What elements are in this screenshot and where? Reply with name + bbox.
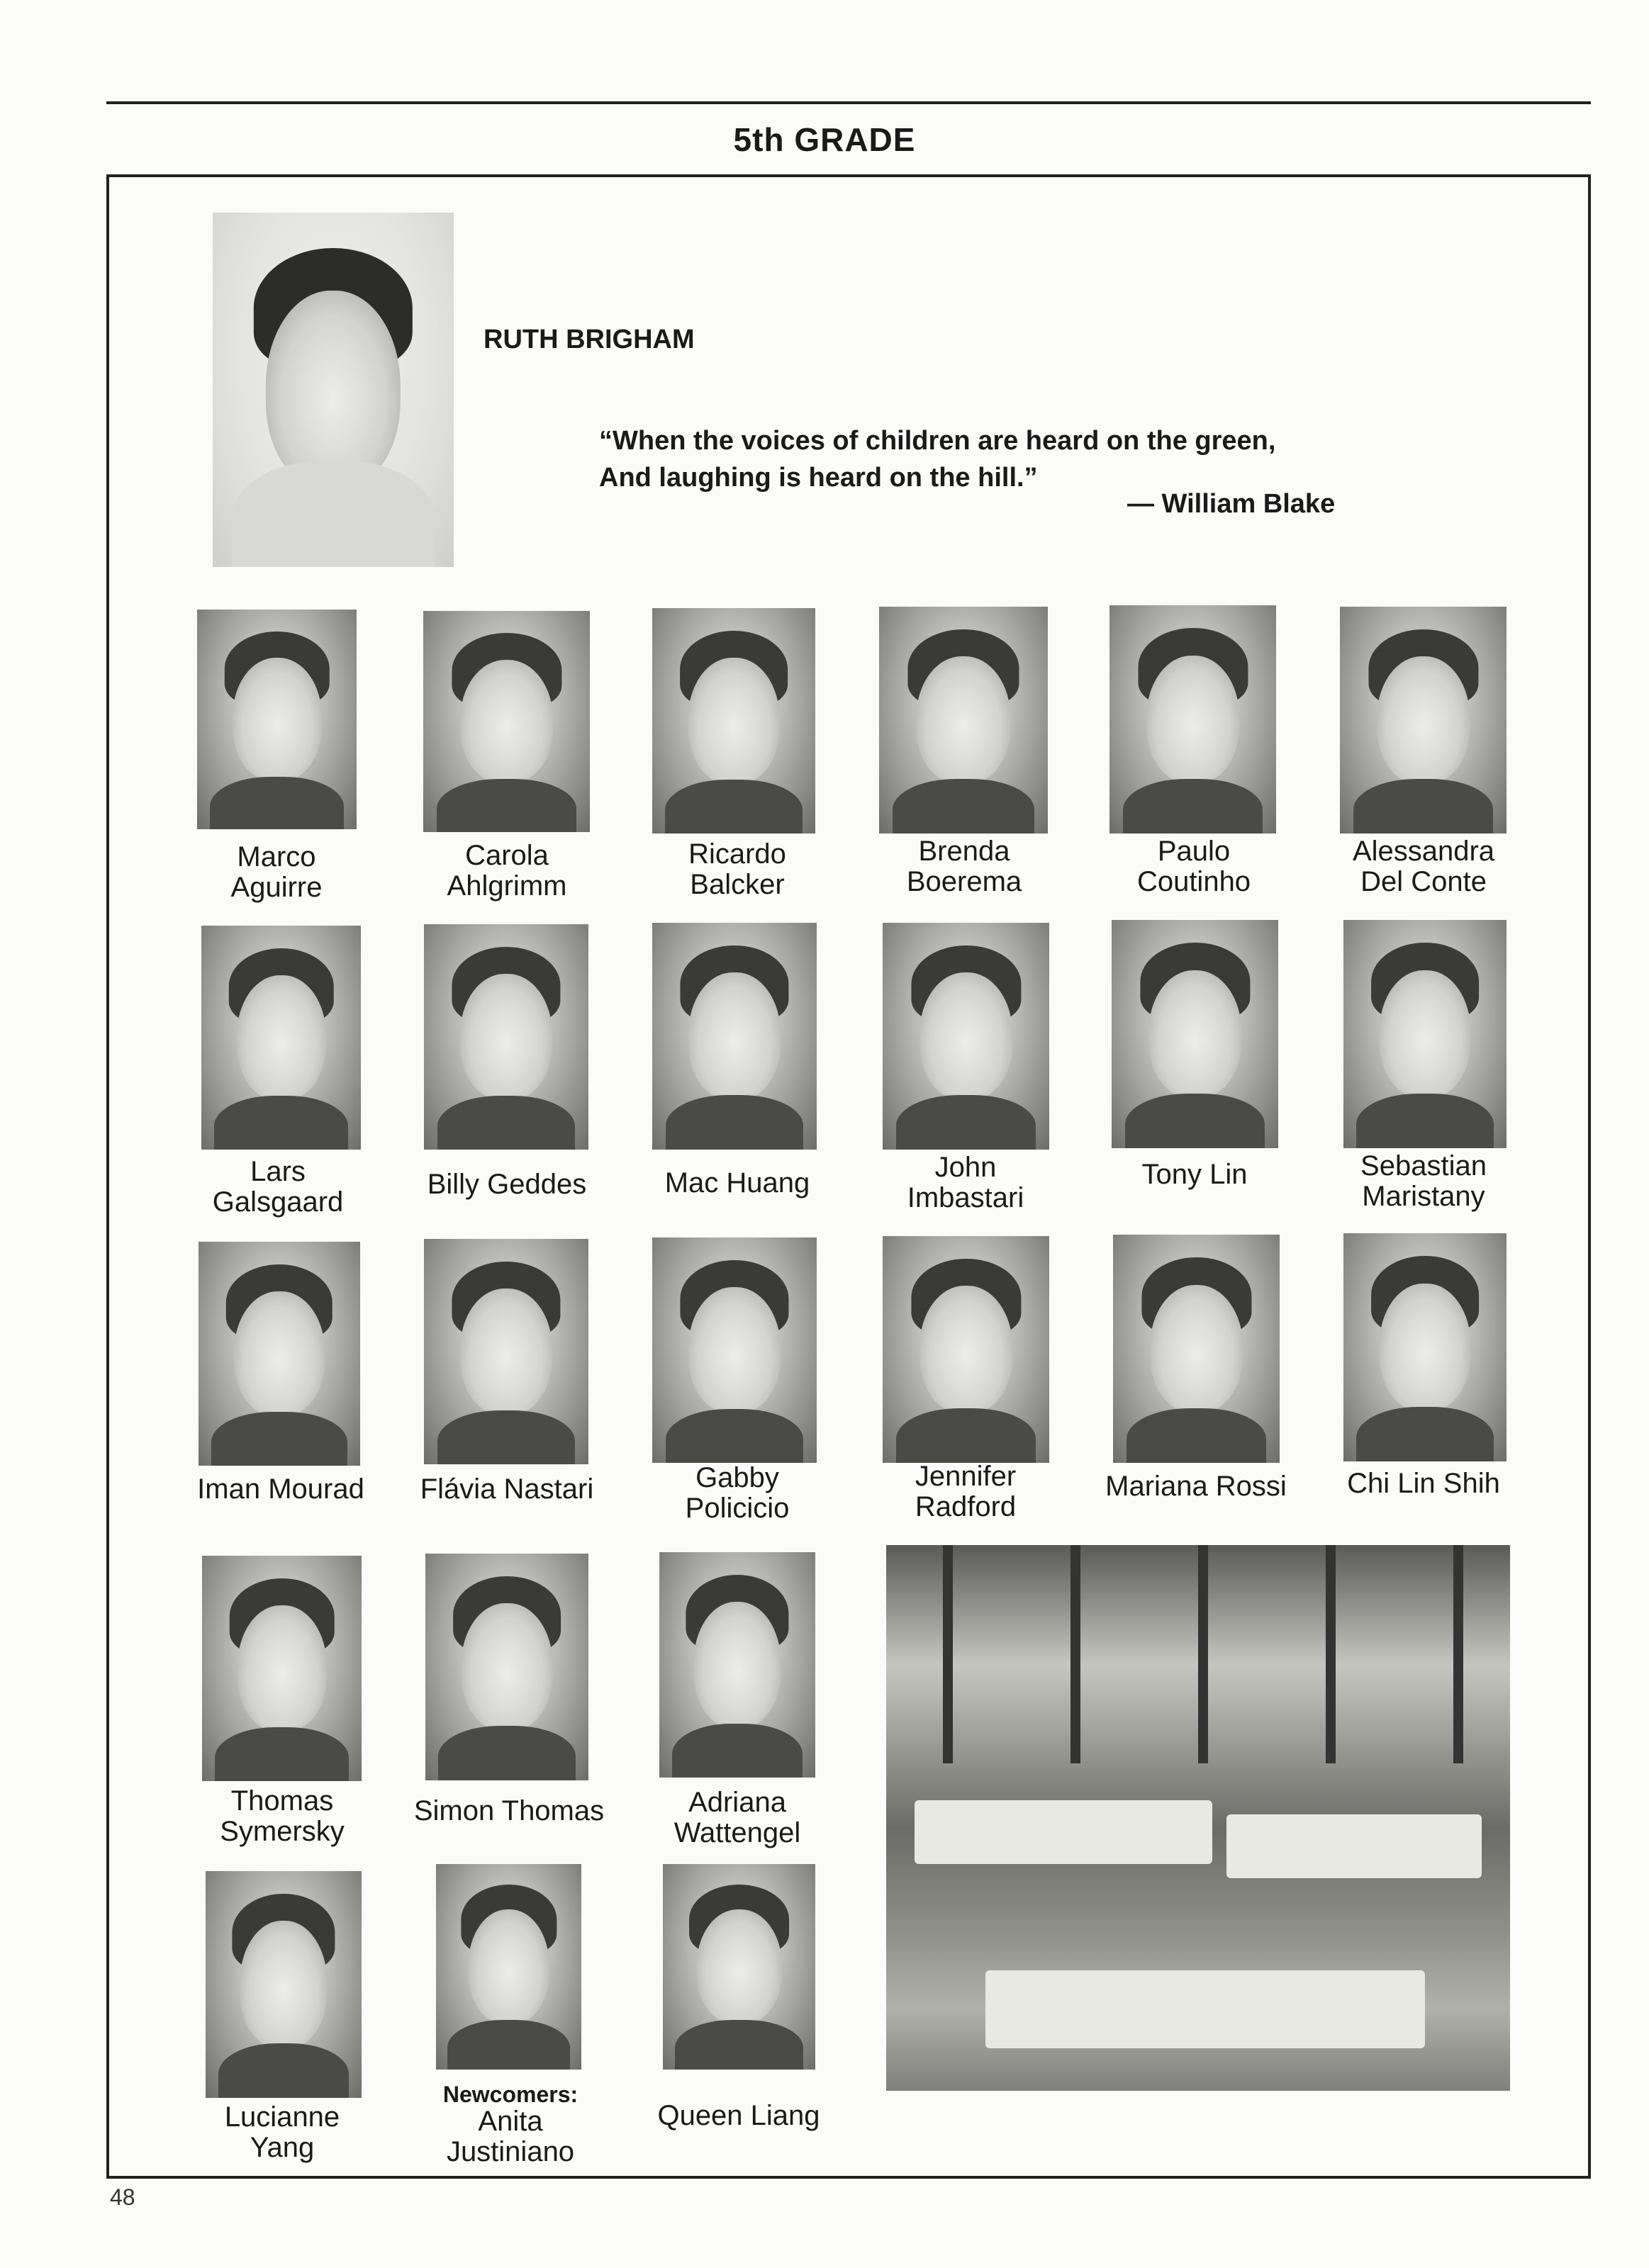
student-name: Newcomers: Anita Justiniano — [397, 2082, 624, 2167]
student-portrait — [1340, 607, 1507, 833]
student-name: Chi Lin Shih — [1347, 1468, 1500, 1499]
student-name: Billy Geddes — [427, 1169, 587, 1200]
student-portrait — [652, 1237, 817, 1463]
student-portrait — [652, 923, 817, 1150]
quote-author: — William Blake — [1127, 489, 1336, 519]
student-portrait — [1109, 605, 1276, 833]
student-name: Adriana Wattengel — [673, 1787, 801, 1848]
page-number: 48 — [110, 2184, 135, 2210]
student-portrait — [1343, 920, 1507, 1148]
student-portrait — [424, 924, 588, 1150]
student-portrait — [425, 1554, 588, 1780]
teacher-portrait — [213, 213, 454, 567]
student-portrait — [883, 923, 1049, 1150]
classroom-photo — [886, 1545, 1510, 2091]
student-name: Gabby Policicio — [685, 1462, 790, 1524]
student-portrait — [883, 1236, 1049, 1463]
student-name: Simon Thomas — [413, 1795, 605, 1826]
student-name: Carola Ahlgrimm — [447, 840, 567, 902]
student-name: Ricardo Balcker — [688, 838, 786, 900]
newcomers-label: Newcomers: — [442, 2082, 578, 2107]
student-portrait — [436, 1864, 581, 2070]
student-portrait — [652, 608, 815, 833]
student-portrait — [199, 1242, 360, 1466]
student-name: Mariana Rossi — [1105, 1471, 1287, 1502]
student-portrait — [201, 926, 361, 1150]
teacher-name: RUTH BRIGHAM — [483, 325, 695, 354]
student-portrait — [197, 610, 357, 829]
student-name: John Imbastari — [907, 1152, 1024, 1213]
student-portrait — [663, 1864, 815, 2070]
student-portrait — [659, 1552, 815, 1778]
student-name: Sebastian Maristany — [1360, 1150, 1487, 1212]
student-portrait — [206, 1871, 362, 2098]
student-name: Queen Liang — [657, 2100, 820, 2131]
student-name: Thomas Symersky — [220, 1785, 345, 1847]
quote-line-2: And laughing is heard on the hill.” — [599, 463, 1038, 493]
student-name: Iman Mourad — [197, 1473, 364, 1505]
student-portrait — [423, 611, 590, 832]
student-name: Mac Huang — [664, 1167, 810, 1198]
top-rule — [106, 101, 1591, 104]
student-portrait — [202, 1556, 362, 1781]
student-name: Paulo Coutinho — [1136, 836, 1251, 897]
student-name: Flávia Nastari — [420, 1473, 594, 1505]
student-name: Brenda Boerema — [906, 836, 1022, 897]
student-name: Marco Aguirre — [230, 841, 323, 903]
quote-line-1: “When the voices of children are heard on the green, — [599, 426, 1276, 456]
student-name: Tony Lin — [1141, 1159, 1248, 1190]
teacher-quote — [599, 422, 1275, 496]
student-name: Alessandra Del Conte — [1352, 836, 1495, 897]
page-title: 5th GRADE — [733, 121, 916, 158]
student-name: Jennifer Radford — [915, 1461, 1017, 1522]
student-name: Lars Galsgaard — [212, 1156, 344, 1218]
student-portrait — [879, 607, 1048, 833]
student-portrait — [1343, 1233, 1507, 1461]
student-portrait — [1112, 920, 1278, 1148]
student-name: Lucianne Yang — [224, 2101, 340, 2163]
student-portrait — [1113, 1235, 1280, 1463]
student-portrait — [424, 1239, 588, 1464]
